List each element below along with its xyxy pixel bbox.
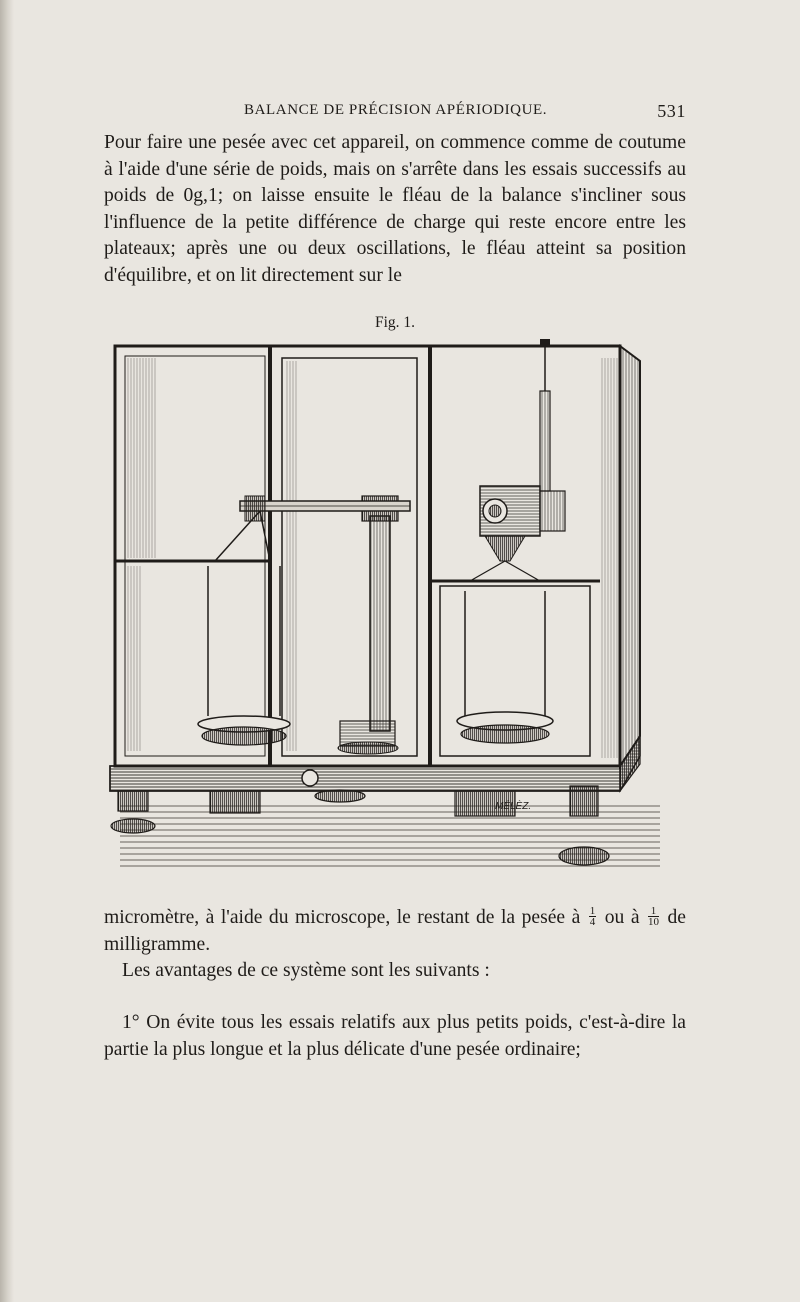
paragraph-2 xyxy=(104,905,686,958)
fraction-quarter: $\frac{1}{4}$ xyxy=(589,905,596,928)
paragraph-4-text: On évite tous les essais relatifs aux plus petits poids, c'est-à-dire la partie la plus longue et la plus délicate d'une pesée ordinaire; xyxy=(104,1012,686,1060)
paragraph-2-after: de milligramme. xyxy=(104,907,686,955)
paragraph-1: Pour faire une pesée avec cet appareil, on commence comme de coutume à l'aide d'une série de poids, mais on s'arrête dans les essais successifs au poids de 0g,1; on laisse ensuite le fléau de la balance s'incliner sous l'influence de la petite différence de charge qui reste encore entre les plateaux; après une ou deux oscillations, le fléau atteint sa position d'équilibre, et on lit directement sur le xyxy=(104,132,686,286)
list-numeral: 1° xyxy=(122,1012,140,1033)
engraver-signature: MÉLÈZ. xyxy=(495,801,532,812)
running-head: BALANCE DE PRÉCISION APÉRIODIQUE. xyxy=(244,102,548,118)
page-number: 531 xyxy=(657,101,686,121)
balance-cabinet-engraving xyxy=(100,336,670,891)
page-header xyxy=(104,102,686,124)
left-pan xyxy=(198,496,290,745)
paragraph-2-middle: ou à xyxy=(604,907,640,928)
leveling-feet xyxy=(111,786,609,865)
right-pan-and-microscope xyxy=(457,346,565,743)
top-knob xyxy=(540,339,550,347)
page-edge xyxy=(0,0,14,1302)
paragraph-3: Les avantages de ce système sont les suivants : xyxy=(122,960,490,981)
paragraph-4 xyxy=(104,1010,686,1063)
figure-caption: Fig. 1. xyxy=(375,314,416,331)
paragraph-2-before: micromètre, à l'aide du microscope, le restant de la pesée à xyxy=(104,907,581,928)
fraction-tenth: $\frac{1}{10}$ xyxy=(648,905,660,928)
